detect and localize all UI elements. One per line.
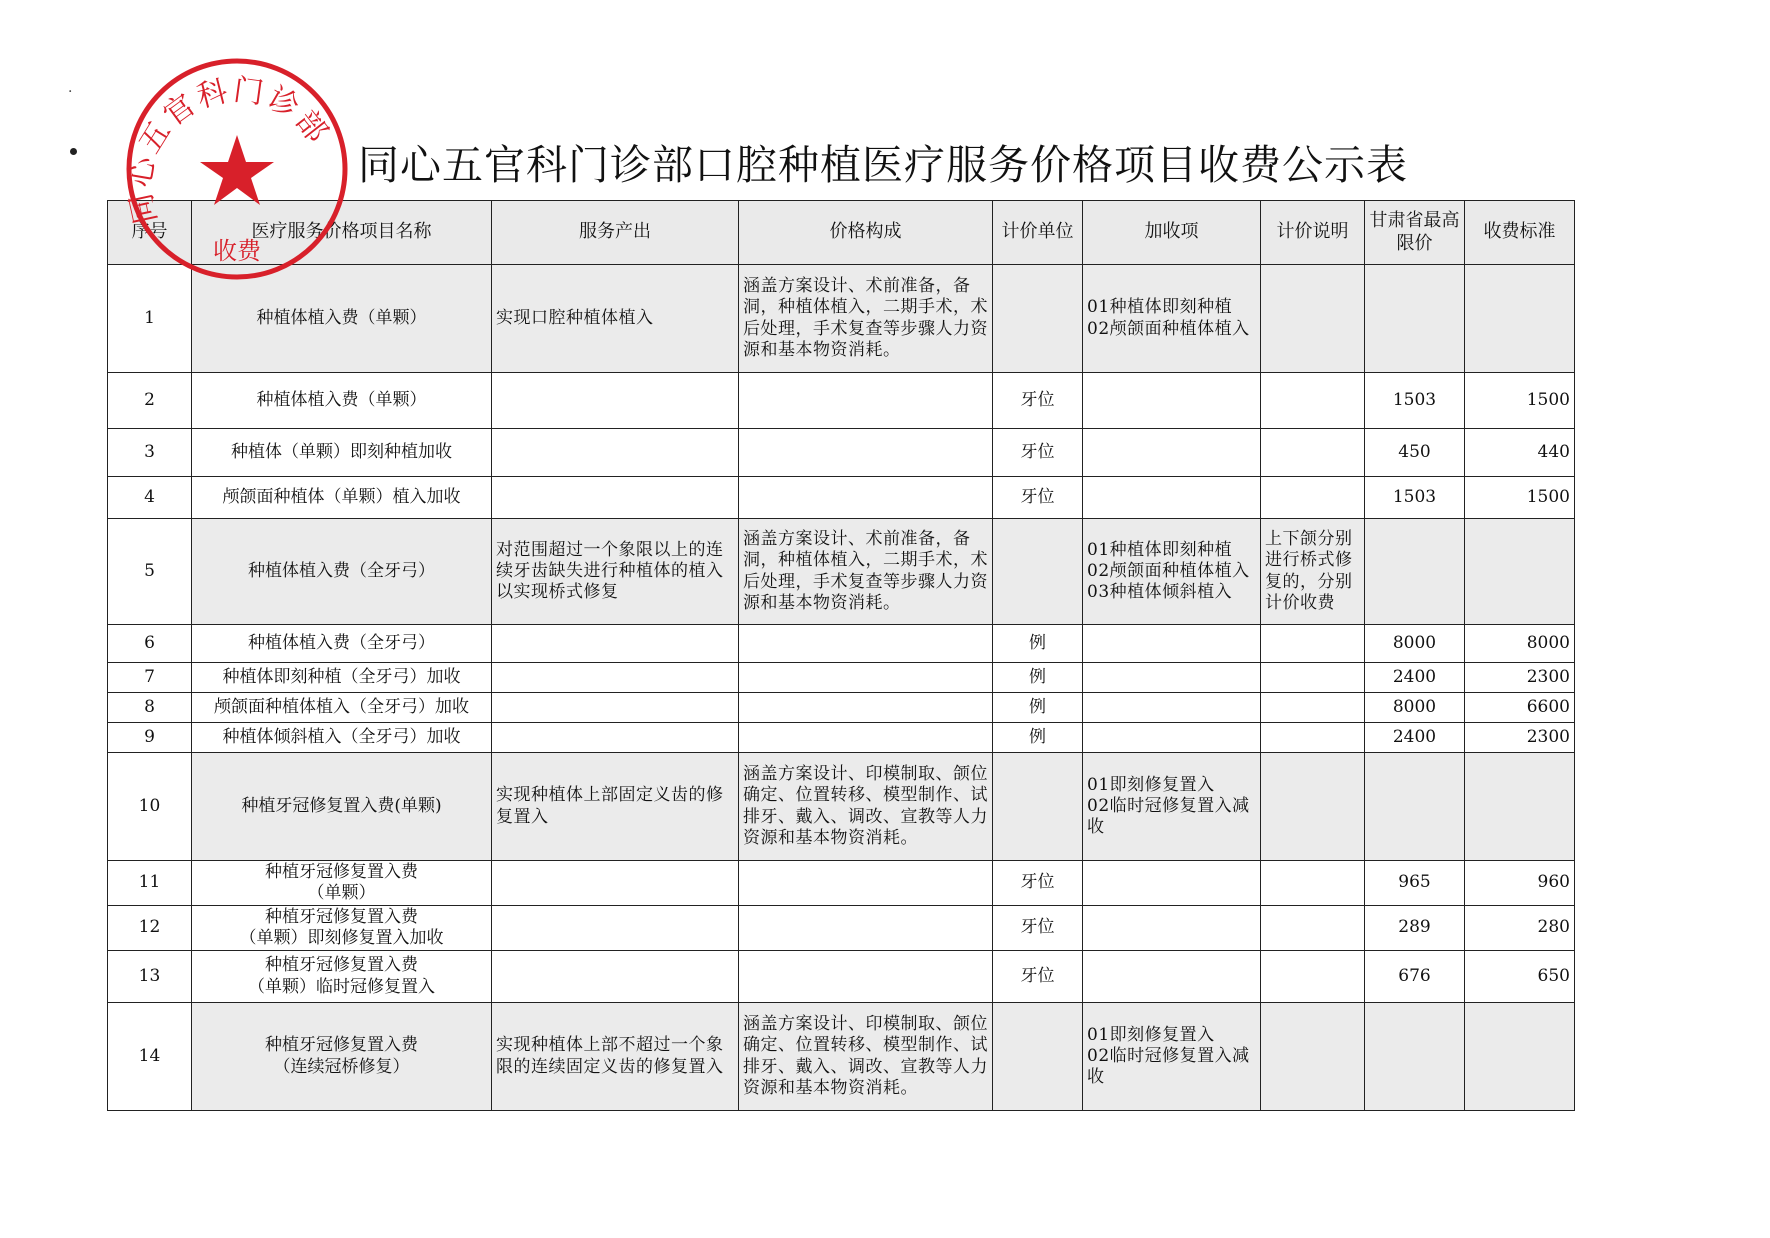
- surcharge-items: [1083, 906, 1261, 951]
- surcharge-items: 01种植体即刻种植 02颅颌面种植体植入 03种植体倾斜植入: [1083, 519, 1261, 625]
- pricing-unit: 牙位: [993, 906, 1083, 951]
- item-name: 颅颌面种植体植入（全牙弓）加收: [192, 693, 492, 723]
- price-composition: [739, 429, 993, 477]
- row-number: 9: [108, 723, 192, 753]
- table-row: [108, 429, 1575, 477]
- standard-fee: 440: [1465, 429, 1575, 477]
- item-name: 种植牙冠修复置入费 （连续冠桥修复）: [192, 1003, 492, 1111]
- pricing-unit: 牙位: [993, 477, 1083, 519]
- item-name: 种植牙冠修复置入费 （单颗）: [192, 861, 492, 906]
- standard-fee: 2300: [1465, 663, 1575, 693]
- pricing-note: [1261, 693, 1365, 723]
- standard-fee: 650: [1465, 951, 1575, 1003]
- max-price: 8000: [1365, 625, 1465, 663]
- standard-fee: [1465, 1003, 1575, 1111]
- surcharge-items: 01种植体即刻种植 02颅颌面种植体植入: [1083, 265, 1261, 373]
- header-note: 计价说明: [1261, 201, 1365, 265]
- max-price: [1365, 519, 1465, 625]
- price-composition: [739, 861, 993, 906]
- item-name: 种植体植入费（全牙弓）: [192, 519, 492, 625]
- page-title: 同心五官科门诊部口腔种植医疗服务价格项目收费公示表: [358, 141, 1408, 189]
- table-row: [108, 625, 1575, 663]
- item-name: 种植体植入费（单颗）: [192, 265, 492, 373]
- service-output: 实现种植体上部固定义齿的修复置入: [492, 753, 739, 861]
- table-row: [108, 861, 1575, 906]
- table-body: [108, 265, 1575, 1111]
- item-name: 种植体倾斜植入（全牙弓）加收: [192, 723, 492, 753]
- row-number: 14: [108, 1003, 192, 1111]
- pricing-note: [1261, 951, 1365, 1003]
- service-output: [492, 951, 739, 1003]
- row-number: 7: [108, 663, 192, 693]
- pricing-unit: 牙位: [993, 951, 1083, 1003]
- max-price: 965: [1365, 861, 1465, 906]
- max-price: 289: [1365, 906, 1465, 951]
- price-composition: 涵盖方案设计、术前准备，备洞，种植体植入，二期手术，术后处理，手术复查等步骤人力资源和基本物资消耗。: [739, 265, 993, 373]
- price-composition: [739, 373, 993, 429]
- price-composition: [739, 693, 993, 723]
- item-name: 种植牙冠修复置入费 （单颗）临时冠修复置入: [192, 951, 492, 1003]
- max-price: 2400: [1365, 663, 1465, 693]
- max-price: 1503: [1365, 477, 1465, 519]
- table-row: [108, 753, 1575, 861]
- price-composition: [739, 951, 993, 1003]
- table-row: [108, 906, 1575, 951]
- service-output: [492, 477, 739, 519]
- table-row: [108, 663, 1575, 693]
- standard-fee: 2300: [1465, 723, 1575, 753]
- header-extra: 加收项: [1083, 201, 1261, 265]
- svg-text:同心五官科门诊部: 同心五官科门诊部: [123, 72, 337, 227]
- item-name: 种植体植入费（单颗）: [192, 373, 492, 429]
- pricing-note: [1261, 477, 1365, 519]
- surcharge-items: [1083, 625, 1261, 663]
- standard-fee: 6600: [1465, 693, 1575, 723]
- table-row: [108, 373, 1575, 429]
- scan-mark: ·: [68, 84, 73, 100]
- table-row: [108, 951, 1575, 1003]
- surcharge-items: [1083, 723, 1261, 753]
- service-output: [492, 723, 739, 753]
- pricing-note: [1261, 753, 1365, 861]
- surcharge-items: [1083, 663, 1261, 693]
- surcharge-items: [1083, 693, 1261, 723]
- pricing-note: [1261, 861, 1365, 906]
- service-output: [492, 693, 739, 723]
- surcharge-items: [1083, 861, 1261, 906]
- surcharge-items: [1083, 429, 1261, 477]
- row-number: 11: [108, 861, 192, 906]
- header-unit: 计价单位: [993, 201, 1083, 265]
- item-name: 种植牙冠修复置入费(单颗): [192, 753, 492, 861]
- row-number: 6: [108, 625, 192, 663]
- standard-fee: [1465, 265, 1575, 373]
- max-price: [1365, 753, 1465, 861]
- standard-fee: 960: [1465, 861, 1575, 906]
- price-composition: [739, 906, 993, 951]
- price-composition: [739, 663, 993, 693]
- price-composition: 涵盖方案设计、术前准备，备洞，种植体植入，二期手术，术后处理，手术复查等步骤人力资源和基本物资消耗。: [739, 519, 993, 625]
- item-name: 颅颌面种植体（单颗）植入加收: [192, 477, 492, 519]
- max-price: 2400: [1365, 723, 1465, 753]
- max-price: [1365, 265, 1465, 373]
- standard-fee: [1465, 753, 1575, 861]
- row-number: 2: [108, 373, 192, 429]
- pricing-note: [1261, 625, 1365, 663]
- pricing-unit: [993, 265, 1083, 373]
- svg-text:收费: 收费: [213, 237, 261, 265]
- row-number: 1: [108, 265, 192, 373]
- table-row: [108, 519, 1575, 625]
- pricing-note: [1261, 723, 1365, 753]
- row-number: 3: [108, 429, 192, 477]
- price-composition: 涵盖方案设计、印模制取、颌位确定、位置转移、模型制作、试排牙、戴入、调改、宣教等人力资源和基本物资消耗。: [739, 753, 993, 861]
- service-output: 对范围超过一个象限以上的连续牙齿缺失进行种植体的植入以实现桥式修复: [492, 519, 739, 625]
- service-output: [492, 625, 739, 663]
- price-composition: [739, 477, 993, 519]
- item-name: 种植体（单颗）即刻种植加收: [192, 429, 492, 477]
- item-name: 种植牙冠修复置入费 （单颗）即刻修复置入加收: [192, 906, 492, 951]
- service-output: [492, 906, 739, 951]
- service-output: [492, 663, 739, 693]
- pricing-unit: [993, 1003, 1083, 1111]
- pricing-unit: 牙位: [993, 429, 1083, 477]
- max-price: 1503: [1365, 373, 1465, 429]
- row-number: 5: [108, 519, 192, 625]
- surcharge-items: 01即刻修复置入 02临时冠修复置入减收: [1083, 753, 1261, 861]
- pricing-unit: 例: [993, 723, 1083, 753]
- pricing-unit: 牙位: [993, 861, 1083, 906]
- pricing-note: [1261, 429, 1365, 477]
- pricing-unit: 牙位: [993, 373, 1083, 429]
- price-composition: [739, 723, 993, 753]
- pricing-note: [1261, 265, 1365, 373]
- row-number: 4: [108, 477, 192, 519]
- standard-fee: 8000: [1465, 625, 1575, 663]
- table-row: [108, 693, 1575, 723]
- surcharge-items: [1083, 477, 1261, 519]
- pricing-note: [1261, 906, 1365, 951]
- service-output: [492, 373, 739, 429]
- max-price: 8000: [1365, 693, 1465, 723]
- surcharge-items: [1083, 951, 1261, 1003]
- pricing-note: [1261, 663, 1365, 693]
- row-number: 10: [108, 753, 192, 861]
- standard-fee: 280: [1465, 906, 1575, 951]
- max-price: 676: [1365, 951, 1465, 1003]
- pricing-note: [1261, 373, 1365, 429]
- service-output: 实现口腔种植体植入: [492, 265, 739, 373]
- price-table: [107, 200, 1575, 1111]
- row-number: 8: [108, 693, 192, 723]
- header-no: 序号: [108, 201, 192, 265]
- max-price: [1365, 1003, 1465, 1111]
- pricing-unit: 例: [993, 693, 1083, 723]
- surcharge-items: 01即刻修复置入 02临时冠修复置入减收: [1083, 1003, 1261, 1111]
- header-standard-fee: 收费标准: [1465, 201, 1575, 265]
- header-name: 医疗服务价格项目名称: [192, 201, 492, 265]
- service-output: [492, 861, 739, 906]
- service-output: [492, 429, 739, 477]
- pricing-unit: 例: [993, 625, 1083, 663]
- standard-fee: [1465, 519, 1575, 625]
- pricing-note: [1261, 1003, 1365, 1111]
- scan-dot: [70, 148, 77, 155]
- row-number: 12: [108, 906, 192, 951]
- service-output: 实现种植体上部不超过一个象限的连续固定义齿的修复置入: [492, 1003, 739, 1111]
- price-composition: [739, 625, 993, 663]
- table-row: [108, 723, 1575, 753]
- table-row: [108, 1003, 1575, 1111]
- pricing-unit: 例: [993, 663, 1083, 693]
- price-composition: 涵盖方案设计、印模制取、颌位确定、位置转移、模型制作、试排牙、戴入、调改、宣教等人力资源和基本物资消耗。: [739, 1003, 993, 1111]
- pricing-note: 上下颌分别进行桥式修复的，分别计价收费: [1261, 519, 1365, 625]
- item-name: 种植体即刻种植（全牙弓）加收: [192, 663, 492, 693]
- header-composition: 价格构成: [739, 201, 993, 265]
- surcharge-items: [1083, 373, 1261, 429]
- header-output: 服务产出: [492, 201, 739, 265]
- pricing-unit: [993, 753, 1083, 861]
- standard-fee: 1500: [1465, 477, 1575, 519]
- item-name: 种植体植入费（全牙弓）: [192, 625, 492, 663]
- header-max-price: 甘肃省最高限价: [1365, 201, 1465, 265]
- standard-fee: 1500: [1465, 373, 1575, 429]
- row-number: 13: [108, 951, 192, 1003]
- max-price: 450: [1365, 429, 1465, 477]
- table-row: [108, 477, 1575, 519]
- official-seal: [123, 55, 351, 283]
- pricing-unit: [993, 519, 1083, 625]
